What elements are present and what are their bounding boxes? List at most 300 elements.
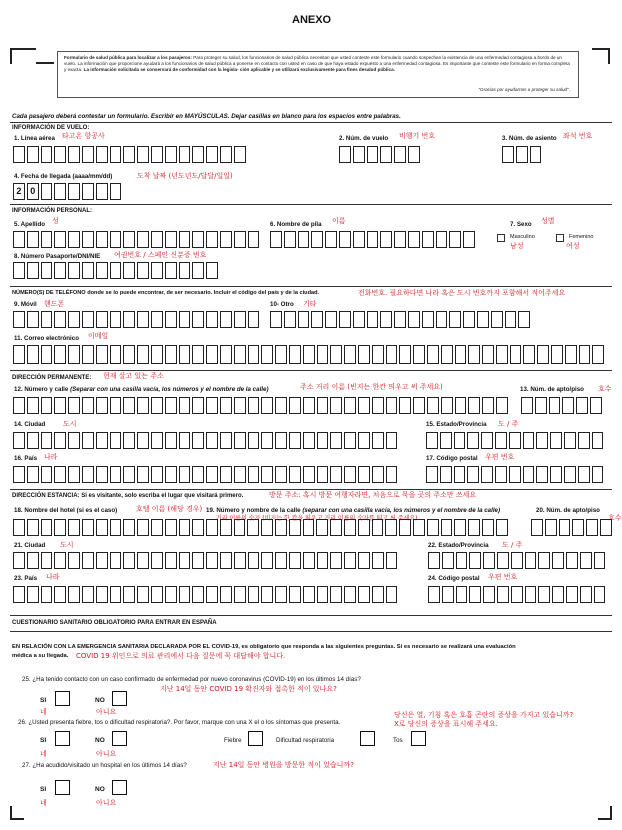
letter-box[interactable] xyxy=(496,345,508,364)
letter-box[interactable] xyxy=(317,345,329,364)
letter-box[interactable] xyxy=(441,345,453,364)
letter-box[interactable] xyxy=(137,432,149,449)
letter-box[interactable] xyxy=(110,311,122,328)
other-phone-boxes[interactable] xyxy=(270,311,532,328)
date-cell[interactable] xyxy=(82,183,94,200)
letter-box[interactable] xyxy=(123,552,135,569)
country-boxes[interactable] xyxy=(13,466,399,483)
letter-box[interactable] xyxy=(572,519,584,536)
letter-box[interactable] xyxy=(509,466,521,483)
letter-box[interactable] xyxy=(408,146,420,163)
letter-box[interactable] xyxy=(565,345,577,364)
letter-box[interactable] xyxy=(179,552,191,569)
letter-box[interactable] xyxy=(523,432,535,449)
letter-box[interactable] xyxy=(275,432,287,449)
airline-boxes[interactable] xyxy=(13,146,248,163)
letter-box[interactable] xyxy=(454,432,466,449)
postal-boxes[interactable] xyxy=(426,466,605,483)
letter-box[interactable] xyxy=(41,432,53,449)
letter-box[interactable] xyxy=(386,397,398,414)
letter-box[interactable] xyxy=(428,552,440,569)
letter-box[interactable] xyxy=(110,146,122,163)
letter-box[interactable] xyxy=(123,432,135,449)
letter-box[interactable] xyxy=(41,586,53,603)
letter-box[interactable] xyxy=(330,466,342,483)
letter-box[interactable] xyxy=(482,519,494,536)
letter-box[interactable] xyxy=(523,466,535,483)
letter-box[interactable] xyxy=(96,552,108,569)
letter-box[interactable] xyxy=(13,345,25,364)
q27-yes-checkbox[interactable] xyxy=(55,780,70,795)
letter-box[interactable] xyxy=(192,262,204,279)
letter-box[interactable] xyxy=(68,345,80,364)
letter-box[interactable] xyxy=(275,466,287,483)
letter-box[interactable] xyxy=(165,311,177,328)
letter-box[interactable] xyxy=(270,231,282,248)
letter-box[interactable] xyxy=(580,552,592,569)
stay-apt-boxes[interactable] xyxy=(531,519,614,536)
letter-box[interactable] xyxy=(467,432,479,449)
letter-box[interactable] xyxy=(325,231,337,248)
letter-box[interactable] xyxy=(372,466,384,483)
letter-box[interactable] xyxy=(220,432,232,449)
letter-box[interactable] xyxy=(248,345,260,364)
apt-boxes[interactable] xyxy=(521,397,604,414)
letter-box[interactable] xyxy=(525,552,537,569)
letter-box[interactable] xyxy=(234,552,246,569)
letter-box[interactable] xyxy=(96,311,108,328)
letter-box[interactable] xyxy=(151,262,163,279)
letter-box[interactable] xyxy=(13,311,25,328)
letter-box[interactable] xyxy=(394,311,406,328)
letter-box[interactable] xyxy=(206,466,218,483)
letter-box[interactable] xyxy=(427,345,439,364)
letter-box[interactable] xyxy=(41,146,53,163)
letter-box[interactable] xyxy=(220,586,232,603)
letter-box[interactable] xyxy=(449,311,461,328)
letter-box[interactable] xyxy=(54,146,66,163)
male-checkbox[interactable] xyxy=(497,234,505,242)
letter-box[interactable] xyxy=(179,262,191,279)
letter-box[interactable] xyxy=(192,231,204,248)
letter-box[interactable] xyxy=(482,397,494,414)
letter-box[interactable] xyxy=(521,397,533,414)
letter-box[interactable] xyxy=(303,345,315,364)
letter-box[interactable] xyxy=(497,552,509,569)
letter-box[interactable] xyxy=(206,231,218,248)
letter-box[interactable] xyxy=(68,231,80,248)
letter-box[interactable] xyxy=(261,552,273,569)
letter-box[interactable] xyxy=(538,552,550,569)
letter-box[interactable] xyxy=(96,231,108,248)
letter-box[interactable] xyxy=(110,586,122,603)
letter-box[interactable] xyxy=(41,311,53,328)
letter-box[interactable] xyxy=(192,146,204,163)
letter-box[interactable] xyxy=(179,311,191,328)
letter-box[interactable] xyxy=(367,311,379,328)
letter-box[interactable] xyxy=(261,397,273,414)
letter-box[interactable] xyxy=(330,432,342,449)
letter-box[interactable] xyxy=(27,397,39,414)
letter-box[interactable] xyxy=(344,552,356,569)
letter-box[interactable] xyxy=(440,432,452,449)
letter-box[interactable] xyxy=(27,552,39,569)
letter-box[interactable] xyxy=(467,466,479,483)
letter-box[interactable] xyxy=(426,432,438,449)
letter-box[interactable] xyxy=(13,432,25,449)
letter-box[interactable] xyxy=(454,519,466,536)
letter-box[interactable] xyxy=(303,552,315,569)
letter-box[interactable] xyxy=(54,311,66,328)
letter-box[interactable] xyxy=(440,466,452,483)
letter-box[interactable] xyxy=(289,432,301,449)
letter-box[interactable] xyxy=(428,586,440,603)
letter-box[interactable] xyxy=(110,466,122,483)
letter-box[interactable] xyxy=(27,311,39,328)
letter-box[interactable] xyxy=(137,262,149,279)
letter-box[interactable] xyxy=(600,519,612,536)
letter-box[interactable] xyxy=(303,519,315,536)
letter-box[interactable] xyxy=(151,432,163,449)
letter-box[interactable] xyxy=(96,146,108,163)
letter-box[interactable] xyxy=(284,311,296,328)
letter-box[interactable] xyxy=(261,519,273,536)
letter-box[interactable] xyxy=(586,519,598,536)
letter-box[interactable] xyxy=(179,519,191,536)
letter-box[interactable] xyxy=(206,519,218,536)
letter-box[interactable] xyxy=(413,397,425,414)
letter-box[interactable] xyxy=(192,552,204,569)
letter-box[interactable] xyxy=(317,552,329,569)
letter-box[interactable] xyxy=(289,397,301,414)
date-cell-2[interactable]: 0 xyxy=(27,183,39,200)
letter-box[interactable] xyxy=(13,397,25,414)
letter-box[interactable] xyxy=(41,397,53,414)
letter-box[interactable] xyxy=(551,345,563,364)
letter-box[interactable] xyxy=(220,552,232,569)
letter-box[interactable] xyxy=(289,345,301,364)
letter-box[interactable] xyxy=(234,146,246,163)
letter-box[interactable] xyxy=(372,552,384,569)
date-cell[interactable] xyxy=(96,183,108,200)
letter-box[interactable] xyxy=(536,466,548,483)
letter-box[interactable] xyxy=(576,397,588,414)
letter-box[interactable] xyxy=(330,519,342,536)
letter-box[interactable] xyxy=(13,519,25,536)
letter-box[interactable] xyxy=(536,432,548,449)
first-name-boxes[interactable] xyxy=(270,231,477,248)
letter-box[interactable] xyxy=(165,397,177,414)
letter-box[interactable] xyxy=(82,262,94,279)
passport-boxes[interactable] xyxy=(13,262,220,279)
letter-box[interactable] xyxy=(192,586,204,603)
letter-box[interactable] xyxy=(261,586,273,603)
letter-box[interactable] xyxy=(303,466,315,483)
letter-box[interactable] xyxy=(82,311,94,328)
letter-box[interactable] xyxy=(344,519,356,536)
letter-box[interactable] xyxy=(358,552,370,569)
letter-box[interactable] xyxy=(206,397,218,414)
letter-box[interactable] xyxy=(468,519,480,536)
letter-box[interactable] xyxy=(289,586,301,603)
letter-box[interactable] xyxy=(179,432,191,449)
letter-box[interactable] xyxy=(482,345,494,364)
letter-box[interactable] xyxy=(592,345,604,364)
letter-box[interactable] xyxy=(496,397,508,414)
letter-box[interactable] xyxy=(344,345,356,364)
letter-box[interactable] xyxy=(594,552,606,569)
letter-box[interactable] xyxy=(353,231,365,248)
letter-box[interactable] xyxy=(386,345,398,364)
letter-box[interactable] xyxy=(316,519,328,536)
city-boxes[interactable] xyxy=(13,432,399,449)
letter-box[interactable] xyxy=(559,519,571,536)
letter-box[interactable] xyxy=(594,586,606,603)
letter-box[interactable] xyxy=(413,519,425,536)
date-cell[interactable] xyxy=(41,183,53,200)
q27-no-checkbox[interactable] xyxy=(112,780,127,795)
letter-box[interactable] xyxy=(456,586,468,603)
letter-box[interactable] xyxy=(54,466,66,483)
letter-box[interactable] xyxy=(96,466,108,483)
letter-box[interactable] xyxy=(96,519,108,536)
letter-box[interactable] xyxy=(531,519,543,536)
letter-box[interactable] xyxy=(220,146,232,163)
letter-box[interactable] xyxy=(495,466,507,483)
letter-box[interactable] xyxy=(192,397,204,414)
letter-box[interactable] xyxy=(422,311,434,328)
letter-box[interactable] xyxy=(441,519,453,536)
letter-box[interactable] xyxy=(137,552,149,569)
letter-box[interactable] xyxy=(502,146,514,163)
letter-box[interactable] xyxy=(518,311,530,328)
letter-box[interactable] xyxy=(275,586,287,603)
letter-box[interactable] xyxy=(123,311,135,328)
letter-box[interactable] xyxy=(96,432,108,449)
letter-box[interactable] xyxy=(386,586,398,603)
letter-box[interactable] xyxy=(545,519,557,536)
letter-box[interactable] xyxy=(592,466,604,483)
letter-box[interactable] xyxy=(27,586,39,603)
letter-box[interactable] xyxy=(311,311,323,328)
letter-box[interactable] xyxy=(27,345,39,364)
letter-box[interactable] xyxy=(483,552,495,569)
letter-box[interactable] xyxy=(289,552,301,569)
letter-box[interactable] xyxy=(192,466,204,483)
letter-box[interactable] xyxy=(426,466,438,483)
letter-box[interactable] xyxy=(206,345,218,364)
letter-box[interactable] xyxy=(234,432,246,449)
letter-box[interactable] xyxy=(510,345,522,364)
street-boxes[interactable] xyxy=(13,397,510,414)
letter-box[interactable] xyxy=(82,146,94,163)
letter-box[interactable] xyxy=(566,552,578,569)
letter-box[interactable] xyxy=(54,231,66,248)
letter-box[interactable] xyxy=(523,345,535,364)
letter-box[interactable] xyxy=(358,519,370,536)
letter-box[interactable] xyxy=(248,397,260,414)
letter-box[interactable] xyxy=(442,586,454,603)
letter-box[interactable] xyxy=(353,146,365,163)
letter-box[interactable] xyxy=(317,397,329,414)
letter-box[interactable] xyxy=(372,519,384,536)
letter-box[interactable] xyxy=(151,466,163,483)
arrival-date-boxes[interactable] xyxy=(13,183,123,200)
letter-box[interactable] xyxy=(275,397,287,414)
letter-box[interactable] xyxy=(592,432,604,449)
letter-box[interactable] xyxy=(165,432,177,449)
letter-box[interactable] xyxy=(380,311,392,328)
letter-box[interactable] xyxy=(247,519,259,536)
letter-box[interactable] xyxy=(330,397,342,414)
letter-box[interactable] xyxy=(137,146,149,163)
letter-box[interactable] xyxy=(505,311,517,328)
letter-box[interactable] xyxy=(408,231,420,248)
female-checkbox[interactable] xyxy=(556,234,564,242)
letter-box[interactable] xyxy=(353,311,365,328)
letter-box[interactable] xyxy=(330,586,342,603)
letter-box[interactable] xyxy=(275,552,287,569)
letter-box[interactable] xyxy=(386,552,398,569)
letter-box[interactable] xyxy=(68,432,80,449)
letter-box[interactable] xyxy=(179,146,191,163)
letter-box[interactable] xyxy=(151,231,163,248)
letter-box[interactable] xyxy=(13,466,25,483)
letter-box[interactable] xyxy=(394,146,406,163)
letter-box[interactable] xyxy=(380,146,392,163)
letter-box[interactable] xyxy=(436,231,448,248)
letter-box[interactable] xyxy=(562,397,574,414)
letter-box[interactable] xyxy=(317,586,329,603)
letter-box[interactable] xyxy=(495,432,507,449)
letter-box[interactable] xyxy=(137,397,149,414)
letter-box[interactable] xyxy=(234,231,246,248)
letter-box[interactable] xyxy=(564,466,576,483)
letter-box[interactable] xyxy=(54,432,66,449)
letter-box[interactable] xyxy=(192,432,204,449)
letter-box[interactable] xyxy=(530,146,542,163)
letter-box[interactable] xyxy=(220,311,232,328)
letter-box[interactable] xyxy=(289,466,301,483)
letter-box[interactable] xyxy=(317,432,329,449)
letter-box[interactable] xyxy=(538,586,550,603)
stay-country-boxes[interactable] xyxy=(13,586,399,603)
stay-state-boxes[interactable] xyxy=(428,552,607,569)
q26-no-checkbox[interactable] xyxy=(112,731,127,746)
letter-box[interactable] xyxy=(275,519,287,536)
letter-box[interactable] xyxy=(27,262,39,279)
letter-box[interactable] xyxy=(413,345,425,364)
date-cell[interactable] xyxy=(110,183,122,200)
letter-box[interactable] xyxy=(137,586,149,603)
letter-box[interactable] xyxy=(41,466,53,483)
letter-box[interactable] xyxy=(248,311,260,328)
letter-box[interactable] xyxy=(165,586,177,603)
letter-box[interactable] xyxy=(469,552,481,569)
letter-box[interactable] xyxy=(68,397,80,414)
letter-box[interactable] xyxy=(41,231,53,248)
letter-box[interactable] xyxy=(441,397,453,414)
letter-box[interactable] xyxy=(206,552,218,569)
letter-box[interactable] xyxy=(330,345,342,364)
letter-box[interactable] xyxy=(248,432,260,449)
letter-box[interactable] xyxy=(123,345,135,364)
fever-checkbox[interactable] xyxy=(248,731,263,746)
letter-box[interactable] xyxy=(13,552,25,569)
letter-box[interactable] xyxy=(27,466,39,483)
letter-box[interactable] xyxy=(284,231,296,248)
letter-box[interactable] xyxy=(123,466,135,483)
letter-box[interactable] xyxy=(123,146,135,163)
letter-box[interactable] xyxy=(261,466,273,483)
letter-box[interactable] xyxy=(456,552,468,569)
letter-box[interactable] xyxy=(110,432,122,449)
letter-box[interactable] xyxy=(110,231,122,248)
letter-box[interactable] xyxy=(358,586,370,603)
letter-box[interactable] xyxy=(339,146,351,163)
letter-box[interactable] xyxy=(13,262,25,279)
letter-box[interactable] xyxy=(511,552,523,569)
letter-box[interactable] xyxy=(248,466,260,483)
letter-box[interactable] xyxy=(165,231,177,248)
letter-box[interactable] xyxy=(339,231,351,248)
letter-box[interactable] xyxy=(427,397,439,414)
letter-box[interactable] xyxy=(234,586,246,603)
letter-box[interactable] xyxy=(344,397,356,414)
letter-box[interactable] xyxy=(137,231,149,248)
letter-box[interactable] xyxy=(68,146,80,163)
letter-box[interactable] xyxy=(497,586,509,603)
letter-box[interactable] xyxy=(463,231,475,248)
q25-yes-checkbox[interactable] xyxy=(55,691,70,706)
letter-box[interactable] xyxy=(298,311,310,328)
letter-box[interactable] xyxy=(96,345,108,364)
letter-box[interactable] xyxy=(469,586,481,603)
letter-box[interactable] xyxy=(386,432,398,449)
letter-box[interactable] xyxy=(380,231,392,248)
letter-box[interactable] xyxy=(151,345,163,364)
letter-box[interactable] xyxy=(220,345,232,364)
letter-box[interactable] xyxy=(248,552,260,569)
q25-no-checkbox[interactable] xyxy=(112,691,127,706)
letter-box[interactable] xyxy=(358,432,370,449)
letter-box[interactable] xyxy=(289,519,301,536)
breathing-checkbox[interactable] xyxy=(360,731,375,746)
letter-box[interactable] xyxy=(68,519,80,536)
letter-box[interactable] xyxy=(394,231,406,248)
letter-box[interactable] xyxy=(386,466,398,483)
flight-number-boxes[interactable] xyxy=(339,146,422,163)
letter-box[interactable] xyxy=(442,552,454,569)
letter-box[interactable] xyxy=(303,397,315,414)
letter-box[interactable] xyxy=(82,397,94,414)
letter-box[interactable] xyxy=(550,466,562,483)
date-cell[interactable] xyxy=(54,183,66,200)
letter-box[interactable] xyxy=(206,262,218,279)
letter-box[interactable] xyxy=(165,146,177,163)
letter-box[interactable] xyxy=(68,586,80,603)
letter-box[interactable] xyxy=(206,311,218,328)
letter-box[interactable] xyxy=(68,552,80,569)
letter-box[interactable] xyxy=(179,231,191,248)
letter-box[interactable] xyxy=(165,552,177,569)
letter-box[interactable] xyxy=(234,519,246,536)
letter-box[interactable] xyxy=(580,586,592,603)
stay-street-boxes[interactable] xyxy=(206,519,510,536)
mobile-boxes[interactable] xyxy=(13,311,261,328)
letter-box[interactable] xyxy=(496,519,508,536)
letter-box[interactable] xyxy=(463,311,475,328)
